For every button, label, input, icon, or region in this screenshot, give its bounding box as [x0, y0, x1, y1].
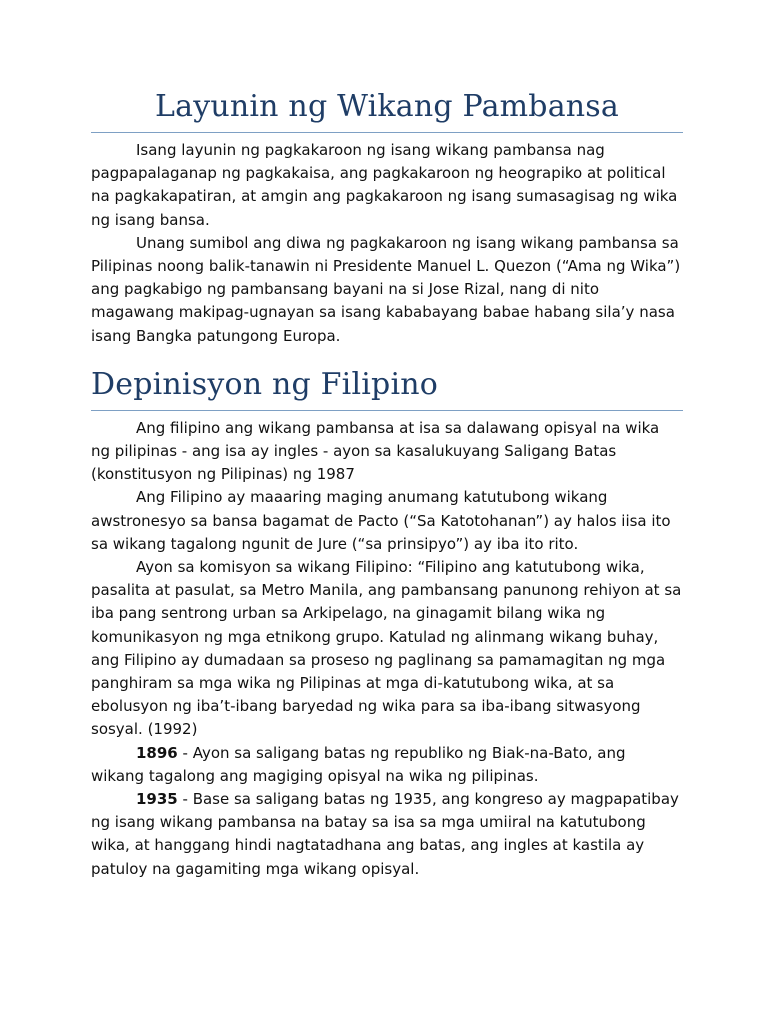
section-title-layunin: Layunin ng Wikang Pambansa [154, 89, 619, 124]
year-entry-1935 [91, 788, 683, 881]
heading-underline [91, 410, 683, 411]
paragraph: Ang Filipino ay maaaring maging anumang katutubong wikang awstronesyo sa bansa bagamat de Pacto (“Sa Katotohanan”) ay halos iisa ito sa wikang tagalong ngunit de Jure (“sa prinsipyo”) ay iba ito rito. [91, 488, 671, 553]
document-page [91, 86, 683, 881]
year-label: 1935 [136, 790, 178, 809]
paragraph: Isang layunin ng pagkakaroon ng isang wikang pambansa nag pagpapalaganap ng pagkakaisa, ang pagkakaroon ng heograpiko at political na pagkakapatiran, at amgin ang pagkakaroon ng isang sumasagisag ng wika ng isang bansa. [91, 141, 678, 229]
title-underline [91, 132, 683, 133]
paragraph: Unang sumibol ang diwa ng pagkakaroon ng isang wikang pambansa sa Pilipinas noong balik-tanawin ni Presidente Manuel L. Quezon (“Ama ng Wika”) ang pagkabigo ng pambansang bayani na si Jose Rizal, nang di nito magawang makipag-ugnayan sa isang kababayang babae habang sila’y nasa isang Bangka patungong Europa. [91, 233, 681, 345]
year-entry-1896 [91, 742, 683, 788]
paragraph: Ayon sa komisyon sa wikang Filipino: “Filipino ang katutubong wika, pasalita at pasulat, sa Metro Manila, ang pambansang panunong rehiyon at sa iba pang sentrong urban sa Arkipelago, na ginagamit bilang wika ng komunikasyon ng mga etnikong grupo. Katulad ng alinmang wikang buhay, ang Filipino ay dumadaan sa proseso ng paglinang sa pamamagitan ng mga panghiram sa mga wika ng Pilipinas at mga di-katutubong wika, at sa ebolusyon ng iba’t-ibang baryedad ng wika para sa iba-ibang sitwasyong sosyal. (1992) [91, 558, 682, 739]
year-label: 1896 [136, 743, 178, 762]
section-title-depinisyon: Depinisyon ng Filipino [91, 366, 439, 402]
year-entry-text: - Ayon sa saligang batas ng republiko ng Biak-na-Bato, ang wikang tagalong ang magiging opisyal na wika ng pilipinas. [91, 743, 626, 785]
year-entry-text: - Base sa saligang batas ng 1935, ang kongreso ay magpapatibay ng isang wikang pambansa na batay sa isa sa mga umiiral na katutubong wika, at hanggang hindi nagtatadhana ang batas, ang ingles at kastila ay patuloy na gagamiting mga wikang opisyal. [91, 790, 679, 878]
paragraph: Ang filipino ang wikang pambansa at isa sa dalawang opisyal na wika ng pilipinas - ang isa ay ingles - ayon sa kasalukuyang Saligang Batas (konstitusyon ng Pilipinas) ng 1987 [91, 418, 660, 484]
